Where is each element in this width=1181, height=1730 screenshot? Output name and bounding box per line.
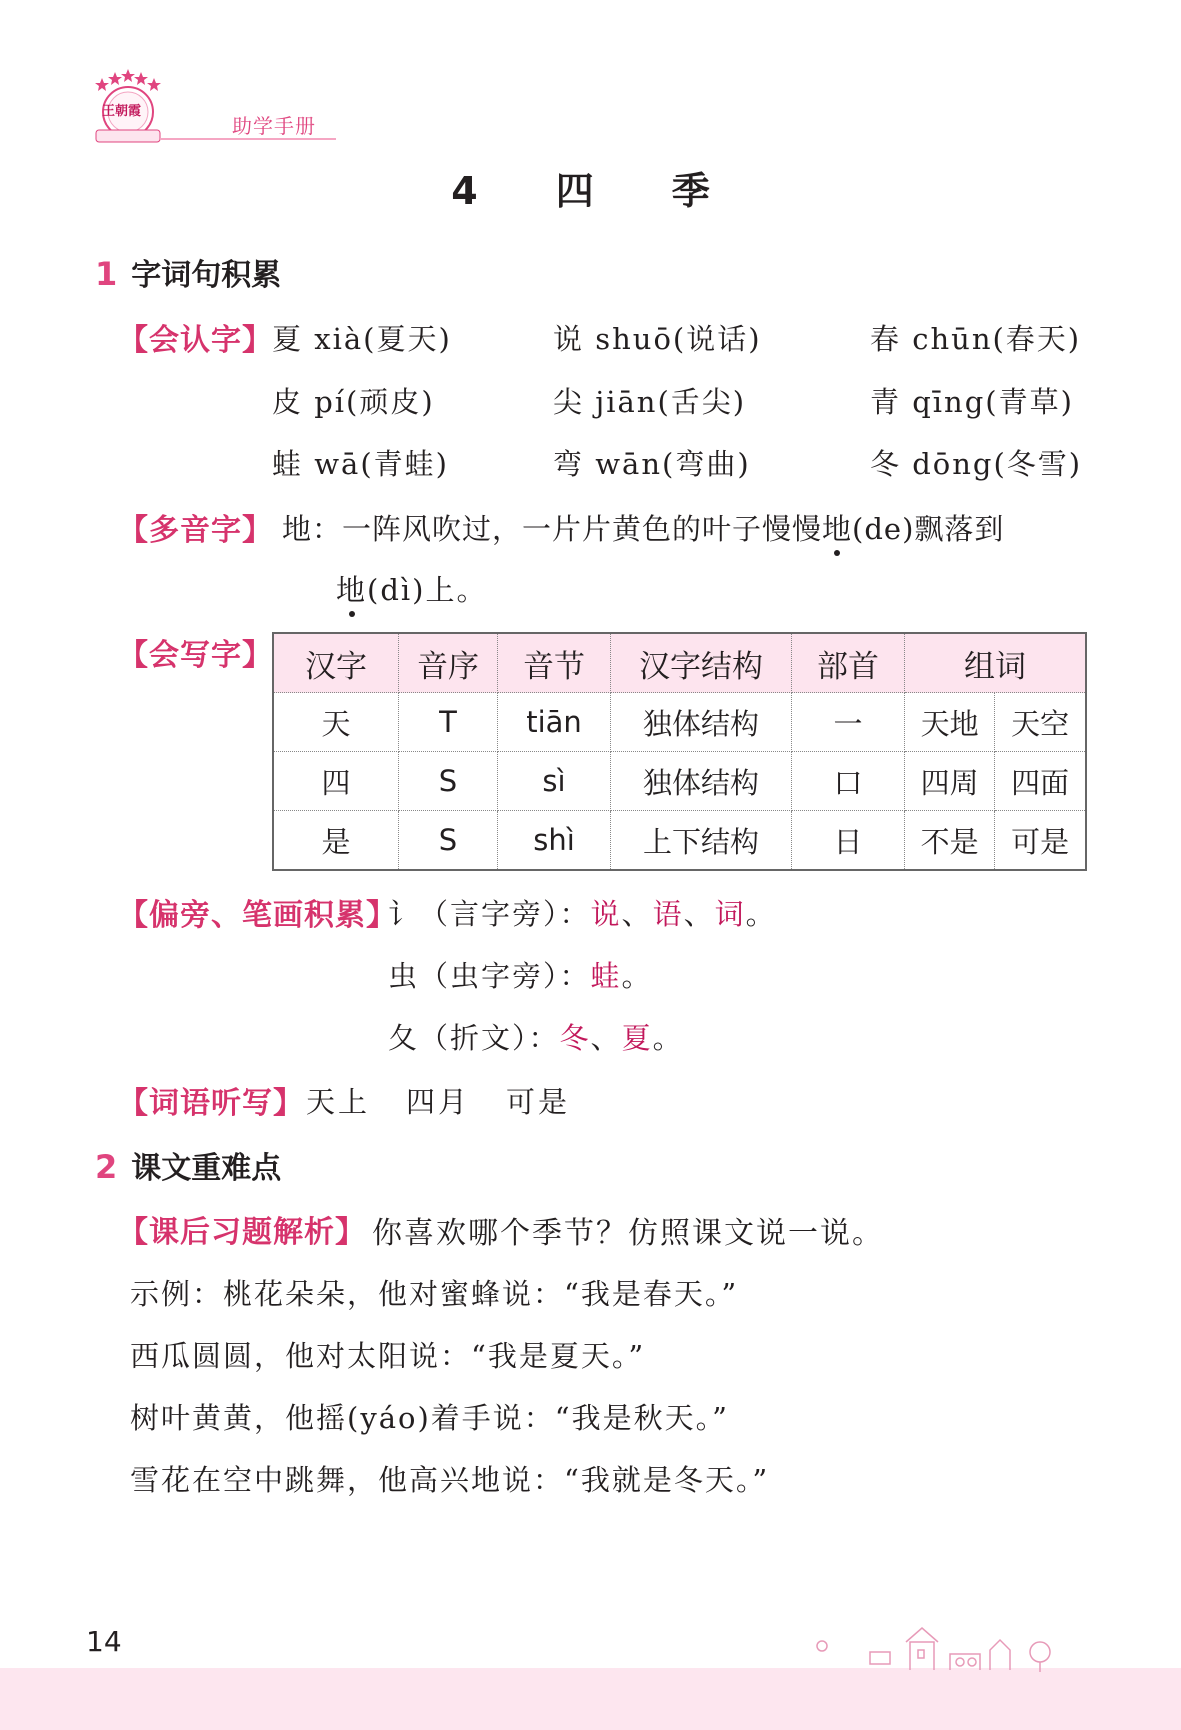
recognize-item: 冬 dōng(冬雪) [870,447,1083,481]
radical-glyph: 虫 [388,959,420,993]
table-cell: 天 [273,693,399,752]
radical-example: 语 [652,897,684,931]
table-cell: 口 [792,752,905,811]
radical-line [388,954,653,995]
table-cell: shì [498,811,611,871]
radical-example: 冬 [559,1021,591,1055]
page-number: 14 [86,1625,122,1658]
table-row [273,693,1086,752]
table-cell: 是 [273,811,399,871]
recognize-tag: 【会认字】 [118,323,273,358]
example-line: 树叶黄黄，他摇(yáo)着手说：“我是秋天。” [130,1401,729,1435]
radical-name: （虫字旁）： [419,959,591,993]
dictation-word: 天上 [306,1085,371,1119]
radical-line [388,892,777,933]
dictation-tag: 【词语听写】 [118,1086,304,1121]
table-cell: T [399,693,498,752]
exercise-tag: 【课后习题解析】 [118,1215,366,1250]
recognize-item: 蛙 wā(青蛙) [272,447,449,481]
table-cell: 四周 [905,752,995,811]
polyphone-tag: 【多音字】 [118,513,273,548]
table-header: 汉字结构 [611,633,792,693]
recognize-item: 皮 pí(顽皮) [272,385,435,419]
table-cell: 可是 [995,811,1086,871]
table-row [273,811,1086,871]
radical-name: （言字旁）： [419,897,591,931]
table-cell: 四面 [995,752,1086,811]
polyphone-text: 地：一阵风吹过，一片片黄色的叶子慢慢 [282,512,823,546]
recognize-item: 春 chūn(春天) [870,322,1082,356]
exercise-question: 你喜欢哪个季节？仿照课文说一说。 [372,1216,884,1251]
section-2-title: 课文重难点 [131,1151,282,1186]
polyphone-emphasis: 地 [336,573,368,607]
table-cell: S [399,811,498,871]
section-2-heading [95,1143,281,1187]
table-header: 汉字 [273,633,399,693]
logo-text: 王朝霞 [102,104,142,119]
period: 。 [745,897,777,931]
polyphone-emphasis: 地 [822,512,853,546]
table-cell: 上下结构 [611,811,792,871]
table-cell: 天空 [995,693,1086,752]
table-cell: 四 [273,752,399,811]
table-cell: 独体结构 [611,693,792,752]
radical-example: 蛙 [590,959,622,993]
dictation-word: 可是 [506,1085,571,1119]
radical-name: （折文）： [419,1021,560,1055]
period: 。 [652,1021,684,1055]
handbook-label: 助学手册 [232,114,316,138]
period: 。 [621,959,653,993]
table-cell: 日 [792,811,905,871]
lesson-title: 4 四 季 [451,169,730,213]
radical-glyph: 讠 [388,897,420,931]
radical-example: 夏 [621,1021,653,1055]
example-line: 雪花在空中跳舞，他高兴地说：“我就是冬天。” [130,1463,770,1497]
footer-band [0,1668,1181,1730]
separator: 、 [590,1021,622,1055]
writing-chars-table [272,632,1087,871]
table-cell: 天地 [905,693,995,752]
radical-example: 说 [590,897,622,931]
recognize-item: 弯 wān(弯曲) [553,447,751,481]
recognize-item: 青 qīng(青草) [870,385,1074,419]
town-illustration-icon [810,1616,1080,1676]
polyphone-sentence [282,507,1004,548]
dictation-word: 四月 [406,1085,471,1119]
separator: 、 [621,897,653,931]
polyphone-text: (dì)上。 [367,573,488,607]
separator: 、 [683,897,715,931]
section-1-number: 1 [95,255,118,293]
table-cell: sì [498,752,611,811]
section-2-number: 2 [95,1148,118,1186]
table-cell: 独体结构 [611,752,792,811]
example-line: 西瓜圆圆，他对太阳说：“我是夏天。” [130,1339,646,1373]
polyphone-pinyin: (de)飘落到 [852,512,1005,546]
table-cell: tiān [498,693,611,752]
radical-line [388,1016,684,1057]
table-header: 音节 [498,633,611,693]
table-cell: 不是 [905,811,995,871]
recognize-item: 说 shuō(说话) [553,322,762,356]
table-header: 部首 [792,633,905,693]
table-row [273,752,1086,811]
table-header-row [273,633,1086,693]
write-tag: 【会写字】 [118,638,273,673]
recognize-item: 尖 jiān(舌尖) [553,385,747,419]
section-1-heading [95,250,281,294]
recognize-item: 夏 xià(夏天) [272,322,452,356]
example-line: 示例：桃花朵朵，他对蜜蜂说：“我是春天。” [130,1277,739,1311]
radicals-tag: 【偏旁、笔画积累】 [118,898,397,933]
table-header: 组词 [905,633,1087,693]
table-cell: 一 [792,693,905,752]
table-header: 音序 [399,633,498,693]
table-cell: S [399,752,498,811]
section-1-title: 字词句积累 [131,258,282,293]
radical-example: 词 [714,897,746,931]
radical-glyph: 夂 [388,1021,420,1055]
polyphone-sentence-cont [336,568,487,609]
